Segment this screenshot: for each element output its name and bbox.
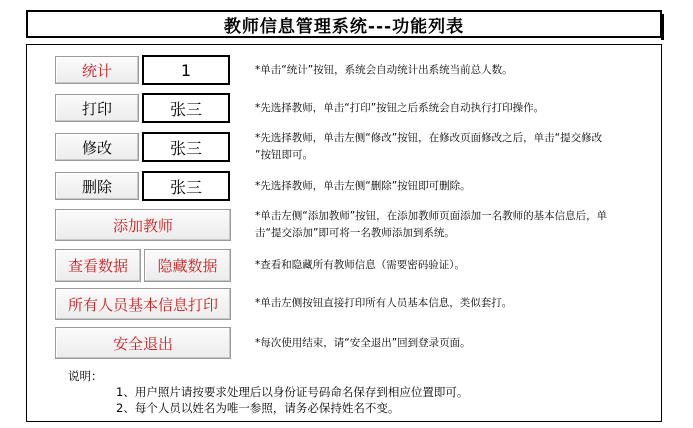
modify-description-line1: *先选择教师，单击左侧“修改”按钮，在修改页面修改之后，单击“提交修改 bbox=[255, 132, 603, 144]
print-teacher-value: 张三 bbox=[142, 93, 230, 123]
add-description bbox=[255, 208, 607, 242]
modify-description bbox=[255, 130, 602, 164]
modify-button[interactable]: 修改 bbox=[55, 133, 139, 161]
add-teacher-button[interactable]: 添加教师 bbox=[55, 209, 231, 241]
notes-item-1: 1、用户照片请按要求处理后以身份证号码命名保存到相应位置即可。 bbox=[116, 385, 469, 399]
page-title: 教师信息管理系统---功能列表 bbox=[26, 10, 662, 38]
delete-description: *先选择教师，单击左侧“删除”按钮即可删除。 bbox=[255, 180, 471, 192]
delete-teacher-value: 张三 bbox=[142, 171, 230, 201]
count-button[interactable]: 统计 bbox=[55, 56, 139, 84]
add-description-line1: *单击左侧“添加教师”按钮，在添加教师页面添加一名教师的基本信息后，单 bbox=[255, 210, 608, 222]
logout-description: *每次使用结束，请“安全退出”回到登录页面。 bbox=[255, 337, 471, 349]
add-description-line2: 击“提交添加”即可将一名教师添加到系统。 bbox=[255, 227, 455, 239]
delete-button[interactable]: 删除 bbox=[55, 172, 139, 200]
view-hide-description: *查看和隐藏所有教师信息（需要密码验证）。 bbox=[255, 259, 465, 271]
print-all-button[interactable]: 所有人员基本信息打印 bbox=[55, 288, 231, 320]
notes-item-2: 2、每个人员以姓名为唯一参照，请务必保持姓名不变。 bbox=[116, 401, 400, 415]
modify-teacher-value: 张三 bbox=[142, 132, 230, 162]
count-description: *单击“统计”按钮，系统会自动统计出系统当前总人数。 bbox=[255, 64, 513, 76]
count-value: 1 bbox=[142, 55, 230, 85]
print-description: *先选择教师，单击“打印”按钮之后系统会自动执行打印操作。 bbox=[255, 102, 545, 114]
modify-description-line2: ”按钮即可。 bbox=[255, 149, 313, 161]
view-data-button[interactable]: 查看数据 bbox=[55, 249, 141, 282]
print-button[interactable]: 打印 bbox=[55, 94, 139, 122]
print-all-description: *单击左侧按钮直接打印所有人员基本信息，类似套打。 bbox=[255, 297, 513, 309]
hide-data-button[interactable]: 隐藏数据 bbox=[144, 249, 231, 282]
logout-button[interactable]: 安全退出 bbox=[55, 327, 231, 359]
notes-heading: 说明： bbox=[68, 369, 103, 383]
